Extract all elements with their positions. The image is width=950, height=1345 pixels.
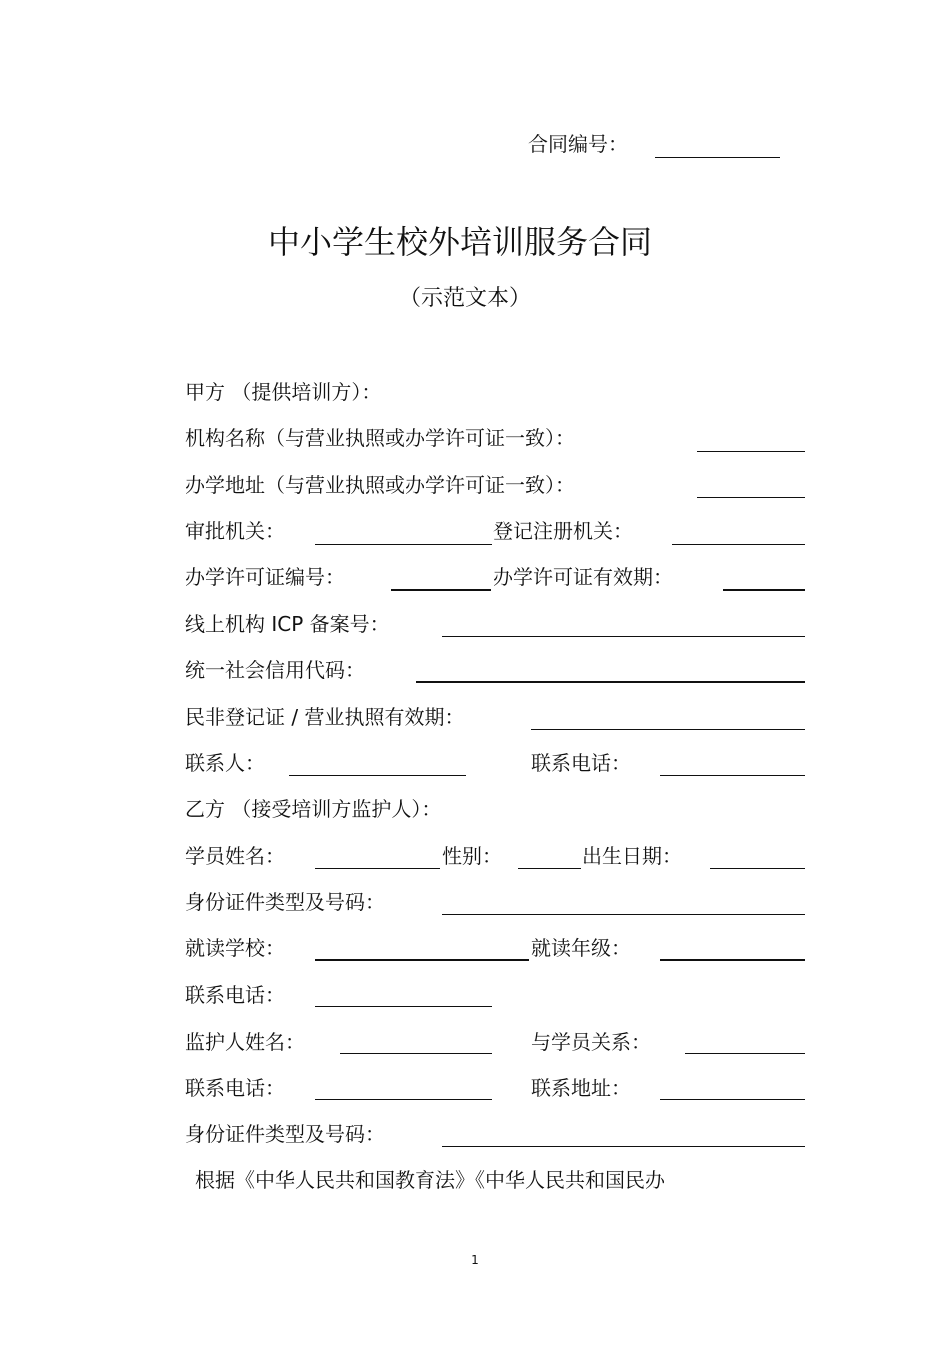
school-field[interactable] <box>315 959 529 961</box>
org-name-label: 机构名称（与营业执照或办学许可证一致）： <box>185 426 575 450</box>
page-title: 中小学生校外培训服务合同 <box>267 223 652 261</box>
contract-number-label: 合同编号： <box>528 132 628 156</box>
gender-field[interactable] <box>518 868 581 869</box>
cert-validity-field[interactable] <box>531 729 805 730</box>
relation-label: 与学员关系： <box>531 1030 651 1054</box>
approval-authority-field[interactable] <box>315 544 492 545</box>
student-phone-label: 联系电话： <box>185 983 285 1007</box>
contact-person-label: 联系人： <box>185 751 265 775</box>
school-label: 就读学校： <box>185 936 285 960</box>
contact-phone-field[interactable] <box>660 775 805 776</box>
guardian-name-field[interactable] <box>340 1053 492 1054</box>
guardian-phone-field[interactable] <box>315 1099 492 1100</box>
icp-label: 线上机构 ICP 备案号： <box>185 612 390 636</box>
registration-authority-field[interactable] <box>672 544 805 545</box>
license-validity-field[interactable] <box>723 589 805 591</box>
birth-date-label: 出生日期： <box>582 844 682 868</box>
student-name-label: 学员姓名： <box>185 844 285 868</box>
icp-field[interactable] <box>442 636 805 637</box>
school-address-field[interactable] <box>697 497 805 498</box>
contract-number-field[interactable] <box>655 157 780 158</box>
credit-code-field[interactable] <box>416 681 805 683</box>
relation-field[interactable] <box>685 1053 805 1054</box>
license-number-field[interactable] <box>391 589 491 591</box>
guardian-id-label: 身份证件类型及号码： <box>185 1122 385 1146</box>
student-id-field[interactable] <box>442 914 805 915</box>
guardian-address-field[interactable] <box>660 1099 805 1100</box>
gender-label: 性别： <box>442 844 502 868</box>
credit-code-label: 统一社会信用代码： <box>185 658 365 682</box>
approval-authority-label: 审批机关： <box>185 519 285 543</box>
guardian-address-label: 联系地址： <box>531 1076 631 1100</box>
student-phone-field[interactable] <box>315 1006 492 1007</box>
org-name-field[interactable] <box>697 451 805 452</box>
contact-person-field[interactable] <box>289 775 466 776</box>
school-address-label: 办学地址（与营业执照或办学许可证一致）： <box>185 473 575 497</box>
party-b-heading: 乙方 （接受培训方监护人）： <box>185 797 442 821</box>
contact-phone-label: 联系电话： <box>531 751 631 775</box>
grade-field[interactable] <box>660 959 805 961</box>
page-subtitle: （示范文本） <box>398 286 531 311</box>
student-name-field[interactable] <box>315 868 440 869</box>
license-validity-label: 办学许可证有效期： <box>493 565 673 589</box>
page-number: 1 <box>471 1253 479 1267</box>
student-id-label: 身份证件类型及号码： <box>185 890 385 914</box>
guardian-phone-label: 联系电话： <box>185 1076 285 1100</box>
birth-date-field[interactable] <box>710 868 805 869</box>
body-paragraph: 根据《中华人民共和国教育法》《中华人民共和国民办 <box>195 1168 665 1192</box>
guardian-name-label: 监护人姓名： <box>185 1030 305 1054</box>
guardian-id-field[interactable] <box>442 1146 805 1147</box>
grade-label: 就读年级： <box>531 936 631 960</box>
registration-authority-label: 登记注册机关： <box>493 519 633 543</box>
license-number-label: 办学许可证编号： <box>185 565 345 589</box>
cert-validity-label: 民非登记证 / 营业执照有效期： <box>185 705 465 729</box>
party-a-heading: 甲方 （提供培训方）： <box>185 380 382 404</box>
